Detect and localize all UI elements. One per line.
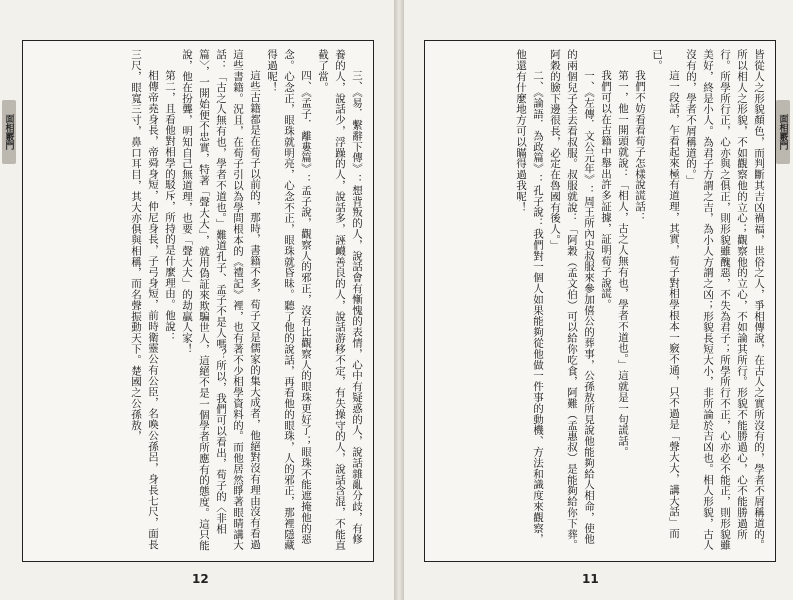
right-paragraph-5: 我們可以在古籍中舉出許多証據，証明荀子說謊。 [600,70,612,310]
left-text-column-block [31,49,365,553]
right-paragraph-3: 我們不妨看看荀子怎樣說謊話： [634,70,646,223]
left-paragraph-3: 這些古籍都是在荀子以前的，那時，書籍不多，荀子又是儒家的集大成者，他絕對沒有理由沒有看過這些書籍。況且，在荀子引以為學問根本的《禮記》裡，也有著不少相學資料的。而他居然睜著眼睛講大話：「古之人無有也，學者不道也。」難道孔子、孟子不是人嗎？所以，我們可以看出，荀子的〈非相篇〉，一開始便不忠實，特著「聲大大」，就用偽証來欺騙世人，這絕不是一個學者所應有的態度。這只能說，他在扮聾，明知自己無道理，也要「聲大大」的劫贏人家！ [181,49,261,551]
left-paragraph-5: 相傳帝堯身長，帝舜身短，仲尼身長，子弓身短，前時衛靈公有公臣，名喚公孫呂，身長七尺，面長三尺，眼寬三寸，鼻口耳目，其大亦俱與相稱，而名聲振動天下。楚國之公孫敖， [130,49,159,550]
right-text-column-block [433,49,767,553]
right-paragraph-2: 這一段話，乍看起來極有道理，其實，荀子對相學根本一竅不通，只不過是「聲大大，講大話」而已。 [651,49,680,539]
left-paragraph-4: 第二，且看他對相學的駁斥，所持的是什麼理由。他說： [164,70,176,343]
book-gutter [394,0,404,600]
right-paragraph-4: 第一，他一開頭就說：「相人，古之人無有也，學者不道也。」這就是一句謊話。 [617,70,629,458]
right-paragraph-1: 皆從人之形貌顏色，而判斷其吉凶禍福，世俗之人，爭相傳說，在古人之實所沒有的，學者不屑稱道的。所以相人之形貌，不如觀察他的立心；觀察他的立心，不如論其所行。形貌不能勝過心，心不能勝過所行。所學所行正，心亦與之俱正，則形貌雖醜惡，不失為君子；所學所行不正，心亦必不能正，則形貌雖美好，終是小人。為君子方謂之吉，為小人方謂之凶；形貌長短大小，非所論於吉凶也。相人形貌，古人沒有的，學者不屑稱道的。」 [685,49,765,551]
right-paragraph-6: 一、《左傳．文公元年》：周王所內史叔服來參加僖公的葬事，公孫敖所見說他能夠給人相命，使他的兩個兒子全去看叔服。叔服就說：「阿穀（孟文伯）可以給你吃食，阿難（孟惠叔）是能夠給你下葬。阿穀的臉下邊很長，必定在魯國有後人。」 [549,49,595,551]
left-paragraph-2: 四、《孟子．離婁篇》：孟子說，觀察人的邪正，沒有比觀察人的眼珠更好了；眼珠不能遮掩他的惡念。心念正，眼珠就明亮，心念不正，眼珠就昏昧。聽了他的說話，再看他的眼珠，人的邪正，那裡隱藏得過呢！ [266,49,312,551]
thumb-tab-left: 面相覈門 [2,100,16,164]
left-paragraph-1: 三、《易．繫辭下傳》：想背叛的人，說話會有慚愧的表情，心中有疑惑的人，說話雜亂分歧，有修養的人，說話少，浮躁的人，說話多，誣衊善良的人，說話游移不定，有失操守的人，說話含混，不能直截了當。 [317,49,363,551]
right-page [404,0,793,600]
thumb-tab-right: 面相覈門 [776,100,790,164]
right-text-frame [424,40,776,562]
left-text-frame [22,40,374,562]
right-page-number: 11 [582,572,599,586]
left-page [0,0,394,600]
left-page-number: 12 [192,572,209,586]
right-paragraph-7: 二、《論語．為政篇》：孔子說：我們對一個人如果能夠從他做一件事的動機、方法和識度來觀察，他還有什麼地方可以瞞得過我呢！ [515,49,544,545]
